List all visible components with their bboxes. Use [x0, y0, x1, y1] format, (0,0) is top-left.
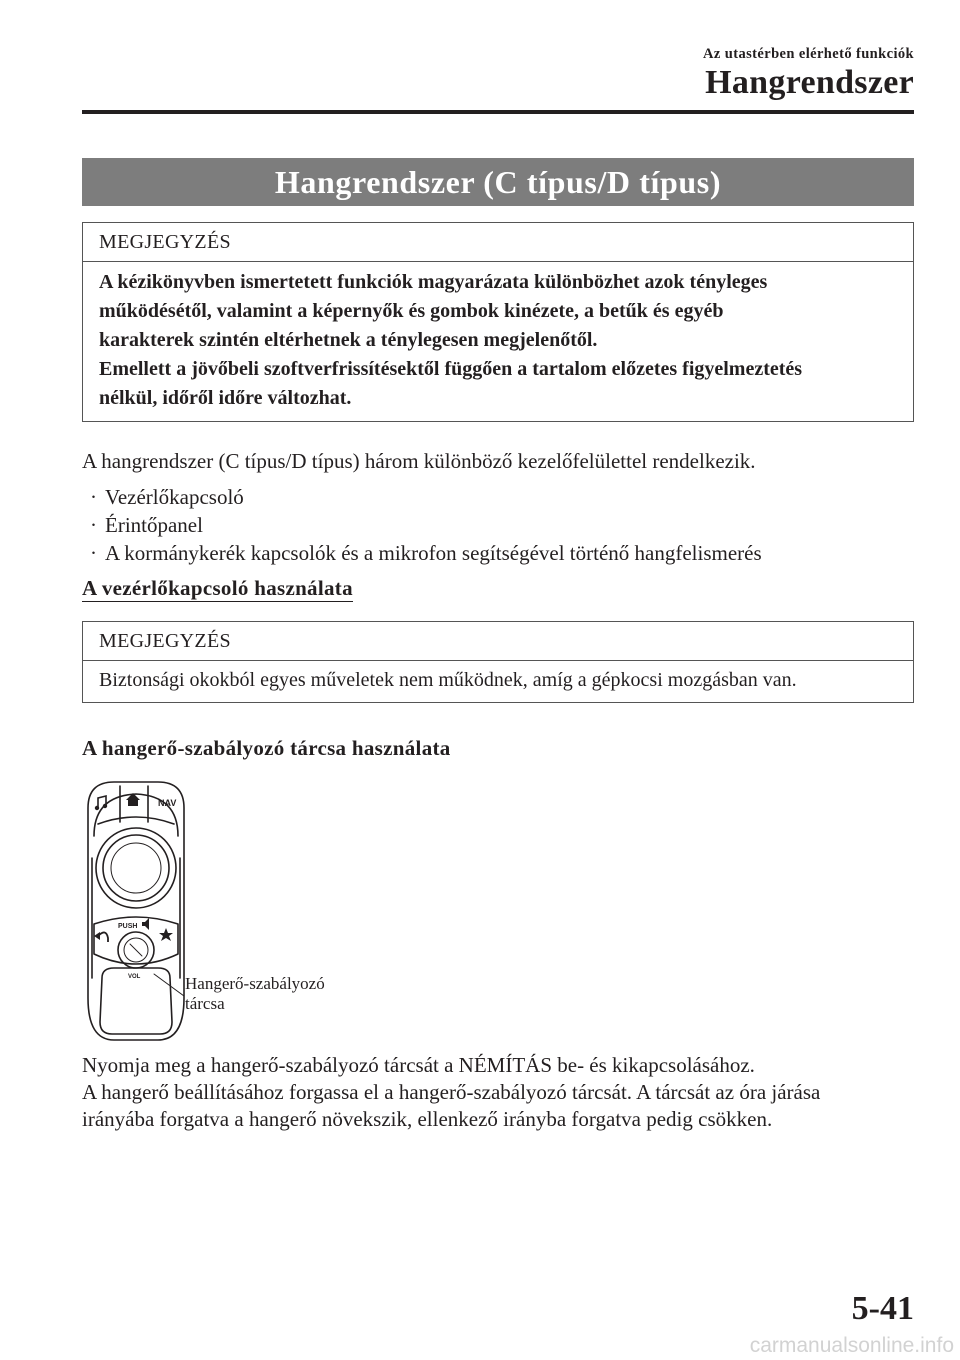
note-body: [83, 262, 913, 421]
note-line: Emellett a jövőbeli szoftverfrissítésektől függően a tartalom előzetes figyelmeztetés: [99, 358, 803, 380]
body-line: A hangerő beállításához forgassa el a hangerő-szabályozó tárcsát. A tárcsát az óra járása: [82, 1080, 821, 1104]
section-title: Az utastérben elérhető funkciók: [703, 46, 914, 62]
subheading-volume-dial: [82, 736, 451, 761]
note-line: A kézikönyvben ismertetett funkciók magyarázata különbözhet azok tényleges: [99, 271, 768, 293]
commander-switch-illustration: [80, 778, 190, 1048]
nav-button-label: NAV: [158, 798, 177, 808]
page-number: 5-41: [851, 1290, 914, 1327]
mute-icon: [142, 918, 149, 930]
list-item-text: A kormánykerék kapcsolók és a mikrofon segítségével történő hangfelismerés: [105, 541, 762, 565]
vol-label: VOL: [128, 974, 141, 980]
bullet-icon: ·: [90, 541, 97, 565]
subheading-text: A vezérlőkapcsoló használata: [82, 576, 353, 600]
subheading-text: A hangerő-szabályozó tárcsa használata: [82, 736, 451, 760]
note-body: [83, 661, 913, 702]
volume-instructions: [82, 1052, 916, 1133]
list-item: [90, 483, 910, 511]
note-line: karakterek szintén eltérhetnek a ténylegesen megjelenőtől.: [99, 329, 598, 351]
bullet-icon: ·: [90, 485, 97, 509]
intro-text: A hangrendszer (C típus/D típus) három különböző kezelőfelülettel rendelkezik.: [82, 449, 756, 473]
section-banner-title: Hangrendszer (C típus/D típus): [274, 163, 722, 200]
list-item: [90, 511, 910, 539]
section-banner: [82, 158, 914, 206]
list-item-text: Vezérlőkapcsoló: [105, 485, 244, 509]
figure-callout: [185, 974, 325, 1014]
note-box-disclaimer: [82, 222, 914, 422]
star-icon: [159, 928, 173, 941]
interface-list: [90, 483, 910, 567]
body-line: irányába forgatva a hangerő növekszik, ellenkező irányba forgatva pedig csökken.: [82, 1107, 773, 1131]
note-box-safety: [82, 621, 914, 703]
note-line: működésétől, valamint a képernyők és gombok kinézete, a betűk és egyéb: [99, 300, 724, 322]
back-icon: [94, 932, 108, 942]
callout-line: Hangerő-szabályozó: [185, 974, 325, 993]
watermark: carmanualsonline.info: [749, 1334, 954, 1357]
note-line: nélkül, időről időre változhat.: [99, 387, 352, 409]
callout-line: tárcsa: [185, 994, 225, 1013]
intro-paragraph: [82, 448, 916, 475]
header-rule: [82, 110, 914, 114]
chapter-title: Hangrendszer: [705, 64, 914, 101]
note-text: Biztonsági okokból egyes műveletek nem működnek, amíg a gépkocsi mozgásban van.: [99, 669, 797, 691]
list-item: [90, 539, 910, 567]
bullet-icon: ·: [90, 513, 97, 537]
music-note-icon: [95, 796, 107, 810]
note-heading: MEGJEGYZÉS: [83, 223, 913, 262]
push-label: PUSH: [118, 923, 138, 930]
body-line: Nyomja meg a hangerő-szabályozó tárcsát a NÉMÍTÁS be- és kikapcsolásához.: [82, 1053, 755, 1077]
subheading-underline: [82, 601, 353, 602]
subheading-commander-switch: [82, 576, 353, 602]
note-heading: MEGJEGYZÉS: [83, 622, 913, 661]
list-item-text: Érintőpanel: [105, 513, 203, 537]
